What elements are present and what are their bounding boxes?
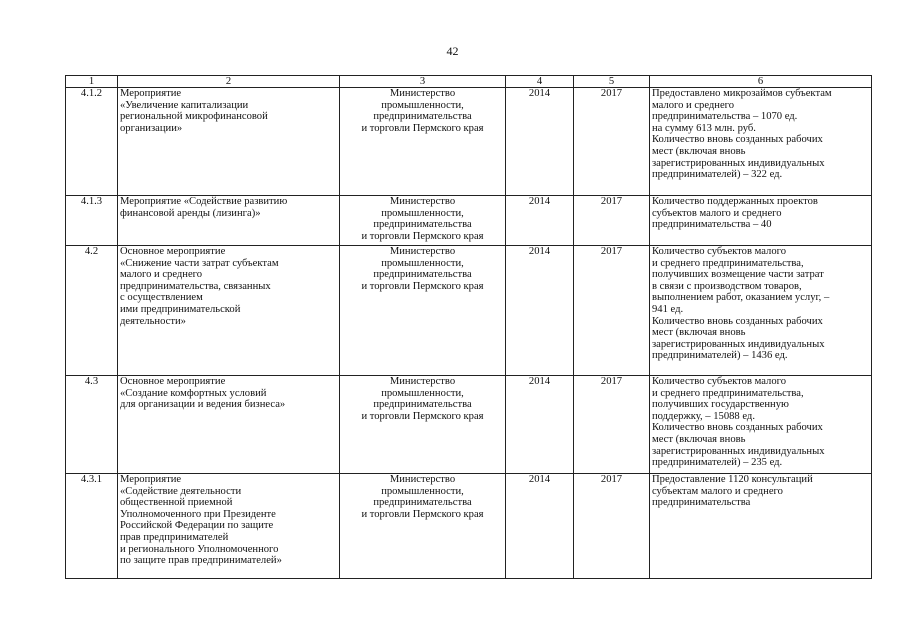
row-number: 4.1.2 — [66, 88, 118, 196]
end-year: 2017 — [574, 196, 650, 246]
table-row — [66, 88, 872, 196]
start-year: 2014 — [506, 196, 574, 246]
row-number: 4.3 — [66, 376, 118, 474]
header-cell: 4 — [506, 76, 574, 88]
activity-name: Мероприятие «Увеличение капитализации региональной микрофинансовой организации» — [118, 88, 340, 196]
responsible-executor: Министерство промышленности, предпринимательства и торговли Пермского края — [340, 376, 506, 474]
table-row — [66, 246, 872, 376]
header-cell: 5 — [574, 76, 650, 88]
table-row — [66, 196, 872, 246]
start-year: 2014 — [506, 376, 574, 474]
activity-name: Мероприятие «Содействие деятельности общественной приемной Уполномоченного при Президенте Российской Федерации по защите прав предпринимателей и регионального Уполномоченного по защите прав предпринимателей» — [118, 474, 340, 579]
table-row — [66, 376, 872, 474]
responsible-executor: Министерство промышленности, предпринимательства и торговли Пермского края — [340, 246, 506, 376]
responsible-executor: Министерство промышленности, предпринимательства и торговли Пермского края — [340, 196, 506, 246]
start-year: 2014 — [506, 474, 574, 579]
expected-result: Количество субъектов малого и среднего предпринимательства, получивших государственную поддержку, – 15088 ед. Количество вновь созданных рабочих мест (включая вновь зарегистрированных индивидуальных предпринимателей) – 235 ед. — [650, 376, 872, 474]
row-number: 4.2 — [66, 246, 118, 376]
start-year: 2014 — [506, 246, 574, 376]
header-cell: 6 — [650, 76, 872, 88]
activity-name: Основное мероприятие «Создание комфортных условий для организации и ведения бизнеса» — [118, 376, 340, 474]
program-table — [65, 75, 872, 579]
expected-result: Количество субъектов малого и среднего предпринимательства, получивших возмещение части затрат в связи с производством товаров, выполнением работ, оказанием услуг, – 941 ед. Количество вновь созданных рабочих мест (включая вновь зарегистрированных индивидуальных предпринимателей) – 1436 ед. — [650, 246, 872, 376]
responsible-executor: Министерство промышленности, предпринимательства и торговли Пермского края — [340, 88, 506, 196]
expected-result: Предоставлено микрозаймов субъектам малого и среднего предпринимательства – 1070 ед. на сумму 613 млн. руб. Количество вновь созданных рабочих мест (включая вновь зарегистрированных индивидуальных предпринимателей) – 322 ед. — [650, 88, 872, 196]
table-row — [66, 474, 872, 579]
expected-result: Количество поддержанных проектов субъектов малого и среднего предпринимательства – 40 — [650, 196, 872, 246]
end-year: 2017 — [574, 246, 650, 376]
activity-name: Основное мероприятие «Снижение части затрат субъектам малого и среднего предпринимательства, связанных с осуществлением ими предпринимательской деятельности» — [118, 246, 340, 376]
end-year: 2017 — [574, 474, 650, 579]
header-cell: 1 — [66, 76, 118, 88]
page-number: 42 — [446, 44, 459, 58]
end-year: 2017 — [574, 88, 650, 196]
start-year: 2014 — [506, 88, 574, 196]
row-number: 4.1.3 — [66, 196, 118, 246]
responsible-executor: Министерство промышленности, предпринимательства и торговли Пермского края — [340, 474, 506, 579]
end-year: 2017 — [574, 376, 650, 474]
activity-name: Мероприятие «Содействие развитию финансовой аренды (лизинга)» — [118, 196, 340, 246]
table-header-row — [66, 76, 872, 88]
header-cell: 2 — [118, 76, 340, 88]
row-number: 4.3.1 — [66, 474, 118, 579]
expected-result: Предоставление 1120 консультаций субъектам малого и среднего предпринимательства — [650, 474, 872, 579]
header-cell: 3 — [340, 76, 506, 88]
